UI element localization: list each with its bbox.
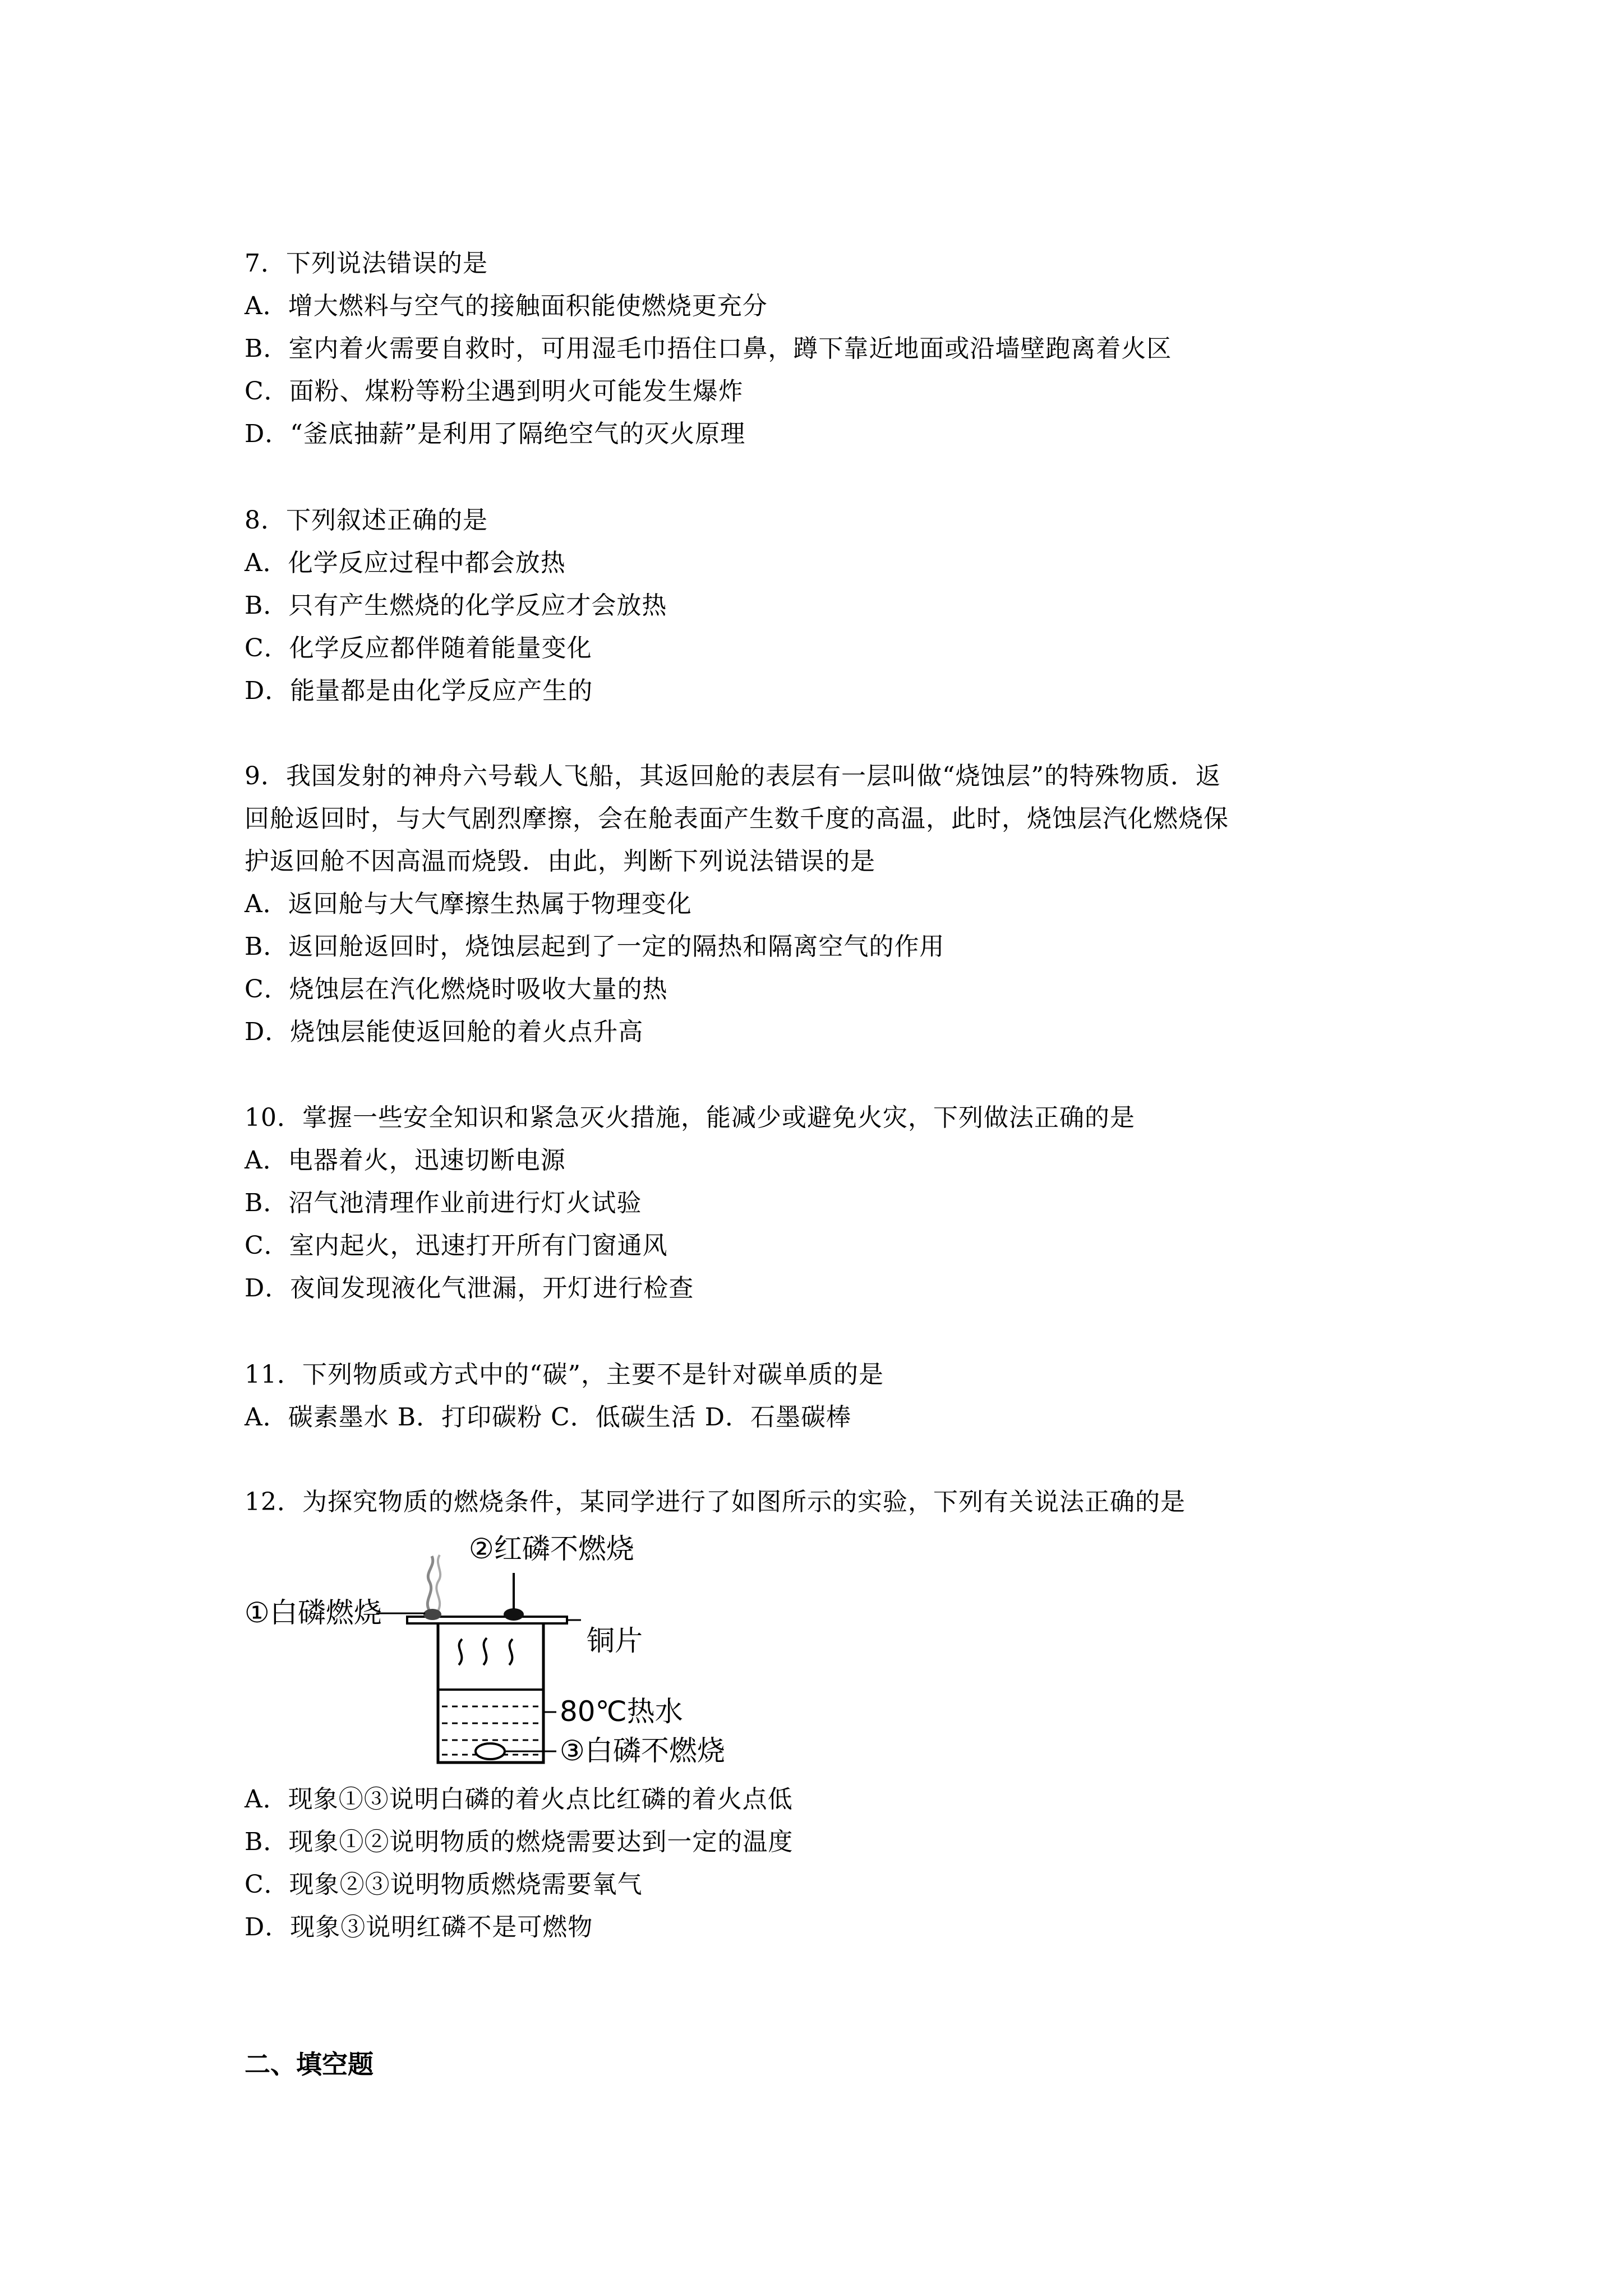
question-9-stem-line-1: 9．我国发射的神舟六号载人飞船，其返回舱的表层有一层叫做“烧蚀层”的特殊物质．返 [245,762,1221,790]
question-12-option-c: C．现象②③说明物质燃烧需要氧气 [245,1870,643,1899]
question-12-stem: 12．为探究物质的燃烧条件，某同学进行了如图所示的实验，下列有关说法正确的是 [245,1488,1186,1516]
question-11-stem: 11．下列物质或方式中的“碳”，主要不是针对碳单质的是 [245,1360,884,1389]
question-11 [245,1354,1422,1439]
question-10 [245,1097,1422,1310]
question-8-stem: 8．下列叙述正确的是 [245,506,488,535]
question-10-option-d: D．夜间发现液化气泄漏，开灯进行检查 [245,1274,694,1303]
beaker [438,1623,543,1763]
smoke-icon [436,1555,440,1611]
question-10-option-c: C．室内起火，迅速打开所有门窗通风 [245,1231,668,1260]
label-white-phosphorus-burning: ①白磷燃烧 [245,1596,382,1629]
question-7-option-a: A．增大燃料与空气的接触面积能使燃烧更充分 [245,292,768,320]
question-7-stem: 7．下列说法错误的是 [245,249,488,278]
question-7-option-d: D．“釜底抽薪”是利用了隔绝空气的灭火原理 [245,420,746,448]
question-8-option-c: C．化学反应都伴随着能量变化 [245,634,592,662]
question-12-option-b: B．现象①②说明物质的燃烧需要达到一定的温度 [245,1828,794,1856]
question-8-option-a: A．化学反应过程中都会放热 [245,549,566,577]
label-copper-sheet: 铜片 [587,1625,643,1657]
question-9-option-c: C．烧蚀层在汽化燃烧时吸收大量的热 [245,975,668,1004]
question-12-option-d: D．现象③说明红磷不是可燃物 [245,1913,593,1941]
question-10-option-b: B．沼气池清理作业前进行灯火试验 [245,1189,642,1217]
question-12-option-a: A．现象①③说明白磷的着火点比红磷的着火点低 [245,1785,793,1814]
smoke-icon [427,1556,432,1611]
question-9-option-a: A．返回舱与大气摩擦生热属于物理变化 [245,890,692,918]
question-12-options [245,1778,793,1949]
question-9 [245,755,1422,1053]
question-9-stem-line-3: 护返回舱不因高温而烧毁．由此，判断下列说法错误的是 [245,847,875,876]
question-8 [245,499,1422,712]
question-9-option-b: B．返回舱返回时，烧蚀层起到了一定的隔热和隔离空气的作用 [245,932,945,961]
label-red-phosphorus-not-burning: ②红磷不燃烧 [469,1533,634,1565]
question-7 [245,242,1422,455]
question-7-option-b: B．室内着火需要自救时，可用湿毛巾捂住口鼻，蹲下靠近地面或沿墙壁跑离着火区 [245,334,1172,363]
question-9-stem-line-2: 回舱返回时，与大气剧烈摩擦，会在舱表面产生数千度的高温，此时，烧蚀层汽化燃烧保 [245,804,1229,833]
question-7-option-c: C．面粉、煤粉等粉尘遇到明火可能发生爆炸 [245,377,744,406]
white-phosphorus-underwater [476,1743,505,1759]
steam-icon [483,1638,487,1665]
question-8-option-b: B．只有产生燃烧的化学反应才会放热 [245,591,667,620]
steam-icon [509,1639,513,1665]
section-heading: 二、填空题 [245,2049,374,2079]
question-12 [245,1481,1422,1524]
combustion-experiment-figure [245,1527,749,1774]
question-10-option-a: A．电器着火，迅速切断电源 [245,1146,566,1175]
steam-icon [459,1639,462,1665]
red-phosphorus-on-sheet [504,1608,524,1621]
question-11-options: A．碳素墨水 B．打印碳粉 C．低碳生活 D．石墨碳棒 [245,1403,852,1432]
question-10-stem: 10．掌握一些安全知识和紧急灭火措施，能减少或避免火灾，下列做法正确的是 [245,1103,1135,1132]
label-hot-water: 80℃热水 [560,1695,683,1728]
question-8-option-d: D．能量都是由化学反应产生的 [245,677,593,705]
question-9-option-d: D．烧蚀层能使返回舱的着火点升高 [245,1018,644,1046]
label-white-phosphorus-underwater: ③白磷不燃烧 [560,1734,725,1767]
white-phosphorus-on-sheet [423,1609,441,1620]
